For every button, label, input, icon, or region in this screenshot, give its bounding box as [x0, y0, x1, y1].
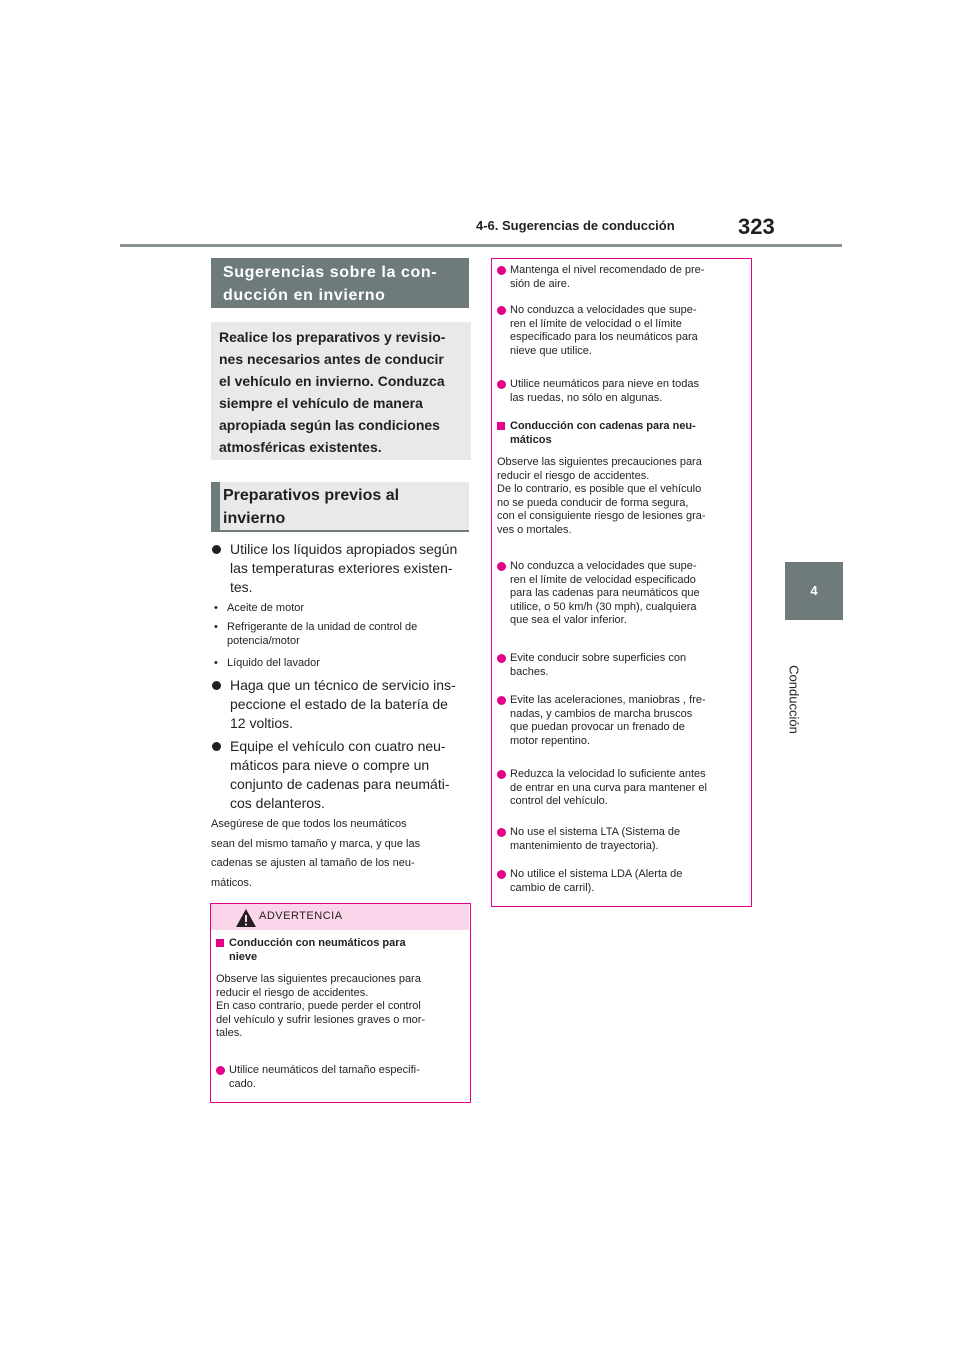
right-item-line: de entrar en una curva para mantener el: [510, 781, 707, 794]
pink-bullet-icon: [497, 380, 506, 389]
intro-line: apropiada según las condiciones: [219, 417, 440, 433]
pink-bullet-icon: [497, 696, 506, 705]
bullet-line: 12 voltios.: [230, 715, 294, 731]
intro-line: Realice los preparativos y revisio-: [219, 329, 446, 345]
warning-body-line: reducir el riesgo de accidentes.: [216, 986, 369, 999]
warning-label: ADVERTENCIA: [259, 910, 343, 922]
right-item-line: que puedan provocar un frenado de: [510, 721, 685, 733]
small-bullet-icon: •: [214, 602, 218, 614]
square-bullet-icon: [497, 422, 505, 430]
pink-bullet-icon: [216, 1066, 225, 1075]
small-bullet-icon: •: [214, 657, 218, 669]
warning-item-line: cado.: [229, 1077, 256, 1090]
prep-heading-line: Preparativos previos al: [223, 487, 400, 504]
chains-body-line: Observe las siguientes precauciones para: [497, 456, 702, 468]
right-item-line: No utilice el sistema LDA (Alerta de: [510, 868, 683, 880]
pink-bullet-icon: [497, 654, 506, 663]
page-number: 323: [738, 214, 775, 239]
warning-body-line: En caso contrario, puede perder el control: [216, 1000, 421, 1012]
right-item-line: las ruedas, no sólo en algunas.: [510, 391, 663, 404]
bullet-dot-icon: [212, 545, 221, 554]
fluid-item-text: Refrigerante de la unidad de control de: [227, 621, 418, 633]
right-item-line: No conduzca a velocidades que supe-: [510, 560, 697, 572]
right-item: [497, 652, 747, 680]
right-item-line: nadas, y cambios de marcha bruscos: [510, 707, 693, 720]
right-item: [497, 768, 747, 810]
right-item: [497, 560, 747, 630]
bullet-line: tes.: [230, 579, 253, 595]
warning-subhead-line: nieve: [229, 950, 258, 963]
pink-bullet-icon: [497, 562, 506, 571]
warning-triangle-icon: [235, 908, 257, 928]
chains-body: [497, 456, 747, 537]
warning-body-line: del vehículo y sufrir lesiones graves o mor-: [216, 1013, 426, 1026]
right-item-line: ren el límite de velocidad o el límite: [510, 317, 682, 330]
prep-section-heading: [211, 482, 469, 532]
intro-line: nes necesarios antes de conducir: [219, 351, 444, 367]
pink-bullet-icon: [497, 870, 506, 879]
right-item-line: para las cadenas para neumáticos que: [510, 587, 700, 599]
intro-line: atmosféricas existentes.: [219, 439, 382, 455]
prep-bullet-battery: [212, 676, 470, 736]
heading-accent-bar: [211, 482, 220, 530]
right-item-line: Evite las aceleraciones, maniobras , fre-: [510, 694, 706, 706]
right-item-line: Evite conducir sobre superficies con: [510, 652, 687, 664]
right-item: [497, 264, 747, 292]
fluid-item: [214, 656, 470, 672]
right-item-line: motor repentino.: [510, 734, 591, 747]
pink-bullet-icon: [497, 828, 506, 837]
right-item-line: ren el límite de velocidad especificado: [510, 573, 696, 586]
chapter-tab: 4: [785, 562, 843, 620]
bullet-line: cos delanteros.: [230, 795, 325, 811]
prep-heading-line: invierno: [223, 510, 286, 527]
right-item-line: No conduzca a velocidades que supe-: [510, 304, 697, 316]
tires-note: [211, 815, 469, 893]
right-item-line: Utilice neumáticos para nieve en todas: [510, 378, 699, 390]
right-item-line: especificado para los neumáticos para: [510, 331, 698, 343]
chains-body-line: ves o mortales.: [497, 523, 572, 536]
intro-line: siempre el vehículo de manera: [219, 395, 423, 411]
warning-subhead-line: Conducción con neumáticos para: [229, 937, 406, 949]
chains-subhead-line: Conducción con cadenas para neu-: [510, 420, 696, 432]
fluid-item-text: Líquido del lavador: [227, 657, 320, 669]
warning-item: [216, 1064, 466, 1092]
chains-body-line: reducir el riesgo de accidentes.: [497, 469, 650, 482]
warning-item-line: Utilice neumáticos del tamaño especifi-: [229, 1064, 420, 1076]
fluid-item-text: Aceite de motor: [227, 602, 305, 614]
small-bullet-icon: •: [214, 621, 218, 633]
warning-body-line: tales.: [216, 1027, 243, 1039]
section-title: 4-6. Sugerencias de conducción: [476, 218, 675, 233]
chains-subhead-line: máticos: [510, 433, 552, 446]
right-item-line: nieve que utilice.: [510, 344, 592, 357]
bullet-line: conjunto de cadenas para neumáti-: [230, 776, 450, 792]
pink-bullet-icon: [497, 770, 506, 779]
right-item-line: baches.: [510, 665, 549, 678]
pink-bullet-icon: [497, 266, 506, 275]
note-line: Asegúrese de que todos los neumáticos: [211, 818, 407, 830]
right-item: [497, 868, 747, 896]
right-item-line: Mantenga el nivel recomendado de pre-: [510, 264, 705, 276]
right-item-line: No use el sistema LTA (Sistema de: [510, 826, 681, 838]
right-item: [497, 826, 747, 854]
intro-box: [211, 322, 471, 460]
chapter-label: [779, 640, 809, 780]
fluid-item: [214, 620, 470, 650]
note-line: cadenas se ajusten al tamaño de los neu-: [211, 857, 415, 869]
bullet-line: Utilice los líquidos apropiados según: [230, 541, 458, 557]
pink-bullet-icon: [497, 306, 506, 315]
bullet-line: Equipe el vehículo con cuatro neu-: [230, 738, 446, 754]
warning-body-line: Observe las siguientes precauciones para: [216, 973, 421, 985]
right-item: [497, 378, 747, 406]
fluid-item-text: potencia/motor: [227, 635, 300, 647]
bullet-dot-icon: [212, 681, 221, 690]
square-bullet-icon: [216, 939, 224, 947]
chains-body-line: no se pueda conducir de forma segura,: [497, 496, 689, 509]
bullet-line: las temperaturas exteriores existen-: [230, 560, 453, 576]
fluid-item: [214, 601, 470, 617]
chains-body-line: De lo contrario, es posible que el vehículo: [497, 483, 702, 495]
right-item-line: control del vehículo.: [510, 795, 608, 807]
right-item: [497, 304, 747, 360]
bullet-line: peccione el estado de la batería de: [230, 696, 448, 712]
right-item: [497, 694, 747, 750]
warning-body: [216, 973, 466, 1041]
warning-header: [211, 904, 469, 930]
note-line: sean del mismo tamaño y marca, y que las: [211, 837, 421, 850]
right-item-line: que sea el valor inferior.: [510, 614, 627, 626]
intro-line: el vehículo en invierno. Conduzca: [219, 373, 445, 389]
bullet-line: Haga que un técnico de servicio ins-: [230, 677, 456, 693]
chains-body-line: con el consiguiente riesgo de lesiones gra-: [497, 510, 706, 522]
prep-bullet-tires: [212, 737, 470, 815]
winter-section-heading: [211, 258, 469, 308]
bullet-dot-icon: [212, 742, 221, 751]
right-item-line: Reduzca la velocidad lo suficiente antes: [510, 768, 706, 780]
chapter-label-text: Conducción: [786, 665, 802, 734]
prep-bullet-fluids: [212, 540, 470, 600]
note-line: máticos.: [211, 876, 252, 889]
winter-heading-line: Sugerencias sobre la con-: [223, 264, 438, 281]
right-item-line: sión de aire.: [510, 277, 570, 290]
right-item-line: cambio de carril).: [510, 881, 595, 894]
chains-subhead: [497, 420, 747, 448]
right-item-line: utilice, o 50 km/h (30 mph), cualquiera: [510, 600, 697, 613]
winter-heading-line: ducción en invierno: [223, 287, 386, 304]
header-rule: [120, 244, 842, 247]
bullet-line: máticos para nieve o compre un: [230, 757, 430, 773]
right-item-line: mantenimiento de trayectoria).: [510, 839, 659, 852]
warning-subhead: [216, 937, 466, 965]
